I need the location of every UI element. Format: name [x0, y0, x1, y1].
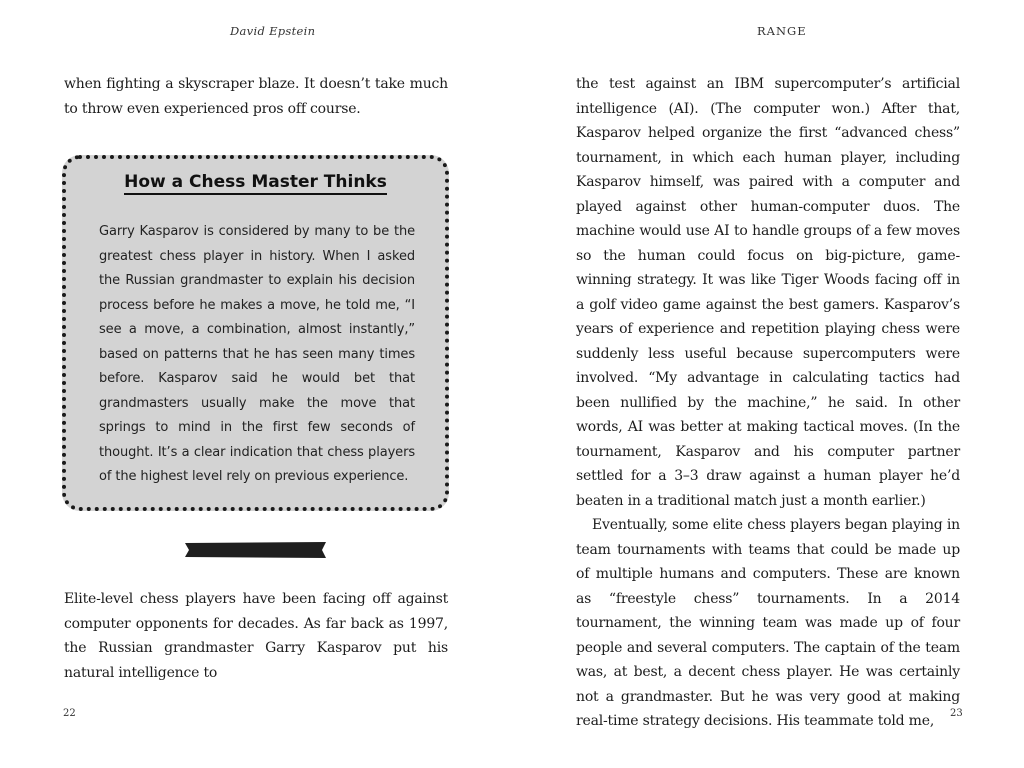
sidebar-title	[66, 172, 445, 192]
page-number-left: 22	[63, 708, 76, 719]
page-number-right: 23	[950, 708, 963, 719]
sidebar-box	[62, 155, 449, 511]
right-page	[512, 0, 1024, 768]
running-head-title: RANGE	[757, 24, 807, 38]
sidebar-body: Garry Kasparov is considered by many to be the greatest chess player in history. When I asked the Russian grandmaster to explain his decision process before he makes a move, he told me, “I see a move, a combination, almost instantly,” based on patterns that he has seen many times before. Kasparov said he would bet that grandmasters usually make the move that springs to mind in the first few seconds of thought. It’s a clear indication that chess players of the highest level rely on previous experience.	[99, 224, 415, 484]
ribbon-ornament-icon	[183, 540, 328, 560]
paragraph: Eventually, some elite chess players began playing in team tournaments with teams that could be made up of multiple humans and computers. These are known as “freestyle chess” tournaments. In a 2014 tournament, the winning team was made up of four people and several computers. The captain of the team was, at best, a decent chess player. He was certainly not a grandmaster. But he was very good at making real-time strategy decisions. His teammate told me,	[576, 517, 960, 729]
running-head-author: David Epstein	[230, 24, 316, 38]
sidebar-title-text: How a Chess Master Thinks	[124, 172, 387, 195]
paragraph: the test against an IBM supercomputer’s artificial intelligence (AI). (The computer won.) After that, Kasparov helped organize the first “advanced chess” tournament, in which each human player, including Kasparov himself, was paired with a computer and played against other human-computer duos. The machine would use AI to handle groups of a few moves so the human could focus on big-picture, game-winning strategy. It was like Tiger Woods facing off in a golf video game against the best gamers. Kasparov’s years of experience and repetition playing chess were suddenly less useful because supercomputers were involved. “My advantage in calculating tactics had been nullified by the machine,” he said. In other words, AI was better at making tactical moves. (In the tournament, Kasparov and his computer partner settled for a 3–3 draw against a human player he’d beaten in a traditional match just a month earlier.)	[576, 76, 960, 509]
left-page-bottom-text	[64, 587, 448, 685]
left-page-top-text	[64, 72, 448, 121]
paragraph: when fighting a skyscraper blaze. It doesn’t take much to throw even experienced pros off course.	[64, 76, 448, 117]
right-page-body	[576, 72, 960, 734]
paragraph: Elite-level chess players have been facing off against computer opponents for decades. As far back as 1997, the Russian grandmaster Garry Kasparov put his natural intelligence to	[64, 591, 448, 681]
